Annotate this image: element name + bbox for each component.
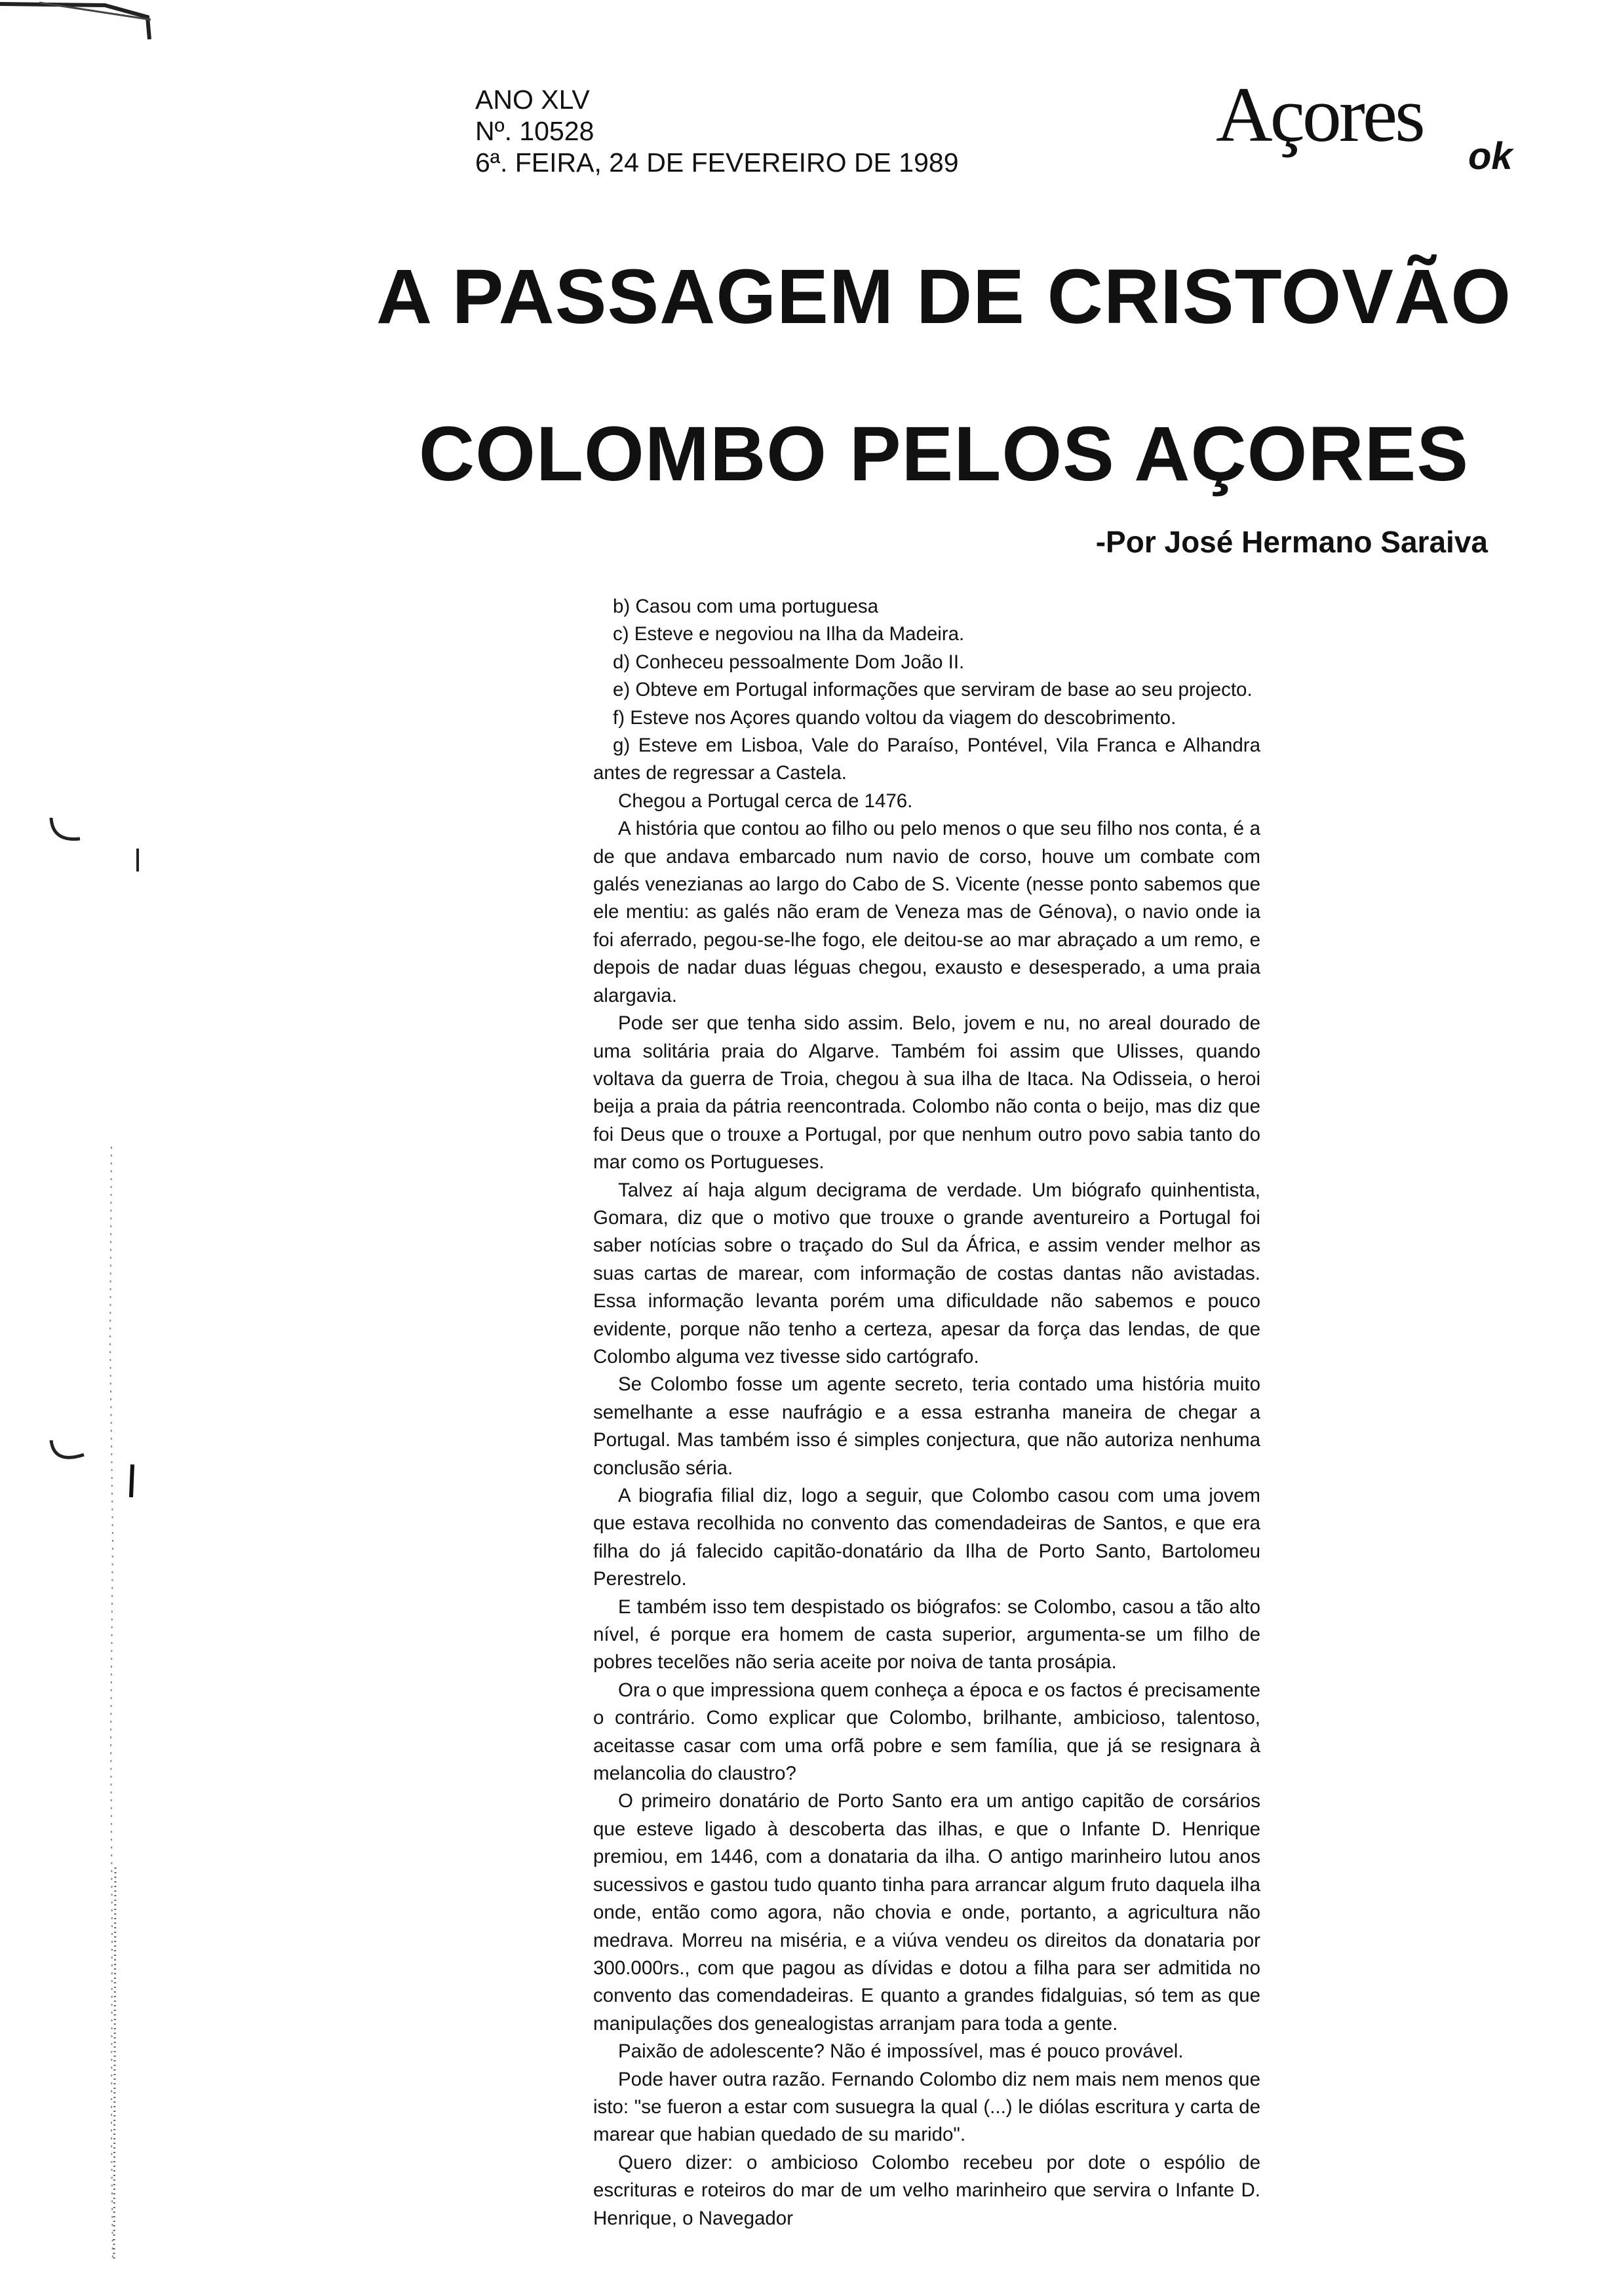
scan-corner-mark <box>0 0 157 59</box>
paragraph: Quero dizer: o ambicioso Colombo recebeu por dote o espólio de escrituras e roteiros do mar de um velho marinheiro que servira o Infante D. Henrique, o Navegador <box>593 2151 1260 2229</box>
margin-tick-mark <box>131 845 144 891</box>
headline-line-2: COLOMBO PELOS AÇORES <box>418 411 1469 497</box>
paragraph: Ora o que impressiona quem conheça a época e os factos é precisamente o contrário. Como explicar que Colombo, brilhante, ambicioso, talentoso, aceitasse casar com uma orfã pobre e sem família, que já se resignara à melancolia do claustro? <box>593 1679 1260 1785</box>
paragraph: Pode haver outra razão. Fernando Colombo diz nem mais nem menos que isto: "se fueron a estar com susuegra la qual (...) le diólas escritura y carta de marear que habian quedado de su marido". <box>593 2068 1260 2146</box>
issue-number: Nº. 10528 <box>475 116 594 146</box>
paragraph: Chegou a Portugal cerca de 1476. <box>618 790 913 812</box>
issue-year: ANO XLV <box>475 85 590 115</box>
paragraph: Pode ser que tenha sido assim. Belo, jovem e nu, no areal dourado de uma solitária praia do Algarve. Também foi assim que Ulisses, quando voltava da guerra de Troia, chegou à sua ilha de Itaca. Na Odisseia, o heroi beija a praia da pátria reencontrada. Colombo não conta o beijo, mas diz que foi Deus que o trouxe a Portugal, por que nenhum outro povo sabia tanto do mar como os Portugueses. <box>593 1012 1260 1174</box>
newspaper-brand: Açores <box>1216 71 1423 158</box>
paragraph: Paixão de adolescente? Não é impossível, mas é pouco provável. <box>618 2040 1184 2063</box>
list-item: b) Casou com uma portuguesa <box>613 596 879 617</box>
handwritten-mark: ok <box>1468 135 1513 178</box>
paragraph: E também isso tem despistado os biógrafos: se Colombo, casou a tão alto nível, é porque era homem de casta superior, argumenta-se um filho de pobres tecelões não seria aceite por noiva de tanta prosápia. <box>593 1596 1260 1674</box>
scan-spine-noise <box>98 1147 125 2261</box>
issue-info <box>475 84 959 178</box>
list-item: f) Esteve nos Açores quando voltou da viagem do descobrimento. <box>613 706 1177 729</box>
paragraph: Se Colombo fosse um agente secreto, teria contado uma história muito semelhante a esse naufrágio e a essa estranha maneira de chegar a Portugal. Mas também isso é simples conjectura, que não autoriza nenhuma conclusão séria. <box>593 1373 1260 1479</box>
paragraph: O primeiro donatário de Porto Santo era um antigo capitão de corsários que esteve ligado à descoberta das ilhas, e que o Infante D. Henrique premiou, em 1446, com a donataria da ilha. O antigo marinheiro lutou anos sucessivos e gastou tudo quanto tinha para arrancar algum fruto daquela ilha onde, então como agora, não chovia e onde, portanto, a agricultura não medrava. Morreu na miséria, e a viúva vendeu os direitos da donataria por 300.000rs., com que pagou as dívidas e dotou a filha para ser admitida no convento das comendadeiras. E quanto a grandes fidalguias, só tem as que manipulações dos genealogistas arranjam para toda a gente. <box>593 1790 1260 2035</box>
list-item: d) Conheceu pessoalmente Dom João II. <box>613 651 965 673</box>
paragraph: A história que contou ao filho ou pelo menos o que seu filho nos conta, é a de que andava embarcado num navio de corso, houve um combate com galés venezianas ao largo do Cabo de S. Vicente (nesse ponto sabemos que ele mentiu: as galés não eram de Veneza mas de Génova), o navio onde ia foi aferrado, pegou-se-lhe fogo, ele deitou-se ao mar abraçado a um remo, e depois de nadar duas léguas chegou, exausto e desesperado, a uma praia alargavia. <box>593 818 1260 1006</box>
paragraph: Talvez aí haja algum decigrama de verdade. Um biógrafo quinhentista, Gomara, diz que o motivo que trouxe o grande aventureiro a Portugal foi saber notícias sobre o traçado do Sul da África, e assim vender melhor as suas cartas de marear, com informação de costas dantas não avistadas. Essa informação levanta porém uma dificuldade não sabemos e pouco evidente, porque não tenho a certeza, apesar da força das lendas, de que Colombo alguma vez tivesse sido cartógrafo. <box>593 1179 1260 1368</box>
margin-bracket-mark <box>46 1435 85 1481</box>
article-body <box>593 593 1260 2232</box>
headline-line-1: A PASSAGEM DE CRISTOVÃO <box>376 254 1512 340</box>
list-item: e) Obteve em Portugal informações que serviram de base ao seu projecto. <box>613 679 1253 701</box>
list-item: g) Esteve em Lisboa, Vale do Paraíso, Pontével, Vila Franca e Alhandra antes de regressar a Castela. <box>593 735 1260 784</box>
issue-date: 6ª. FEIRA, 24 DE FEVEREIRO DE 1989 <box>475 147 959 178</box>
margin-tick-mark <box>125 1461 138 1507</box>
byline: -Por José Hermano Saraiva <box>1095 525 1488 559</box>
margin-bracket-mark <box>46 813 85 858</box>
list-item: c) Esteve e negoviou na Ilha da Madeira. <box>613 623 965 645</box>
paragraph: A biografia filial diz, logo a seguir, que Colombo casou com uma jovem que estava recolhida no convento das comendadeiras de Santos, e que era filha do já falecido capitão-donatário da Ilha de Porto Santo, Bartolomeu Perestrelo. <box>593 1485 1260 1590</box>
